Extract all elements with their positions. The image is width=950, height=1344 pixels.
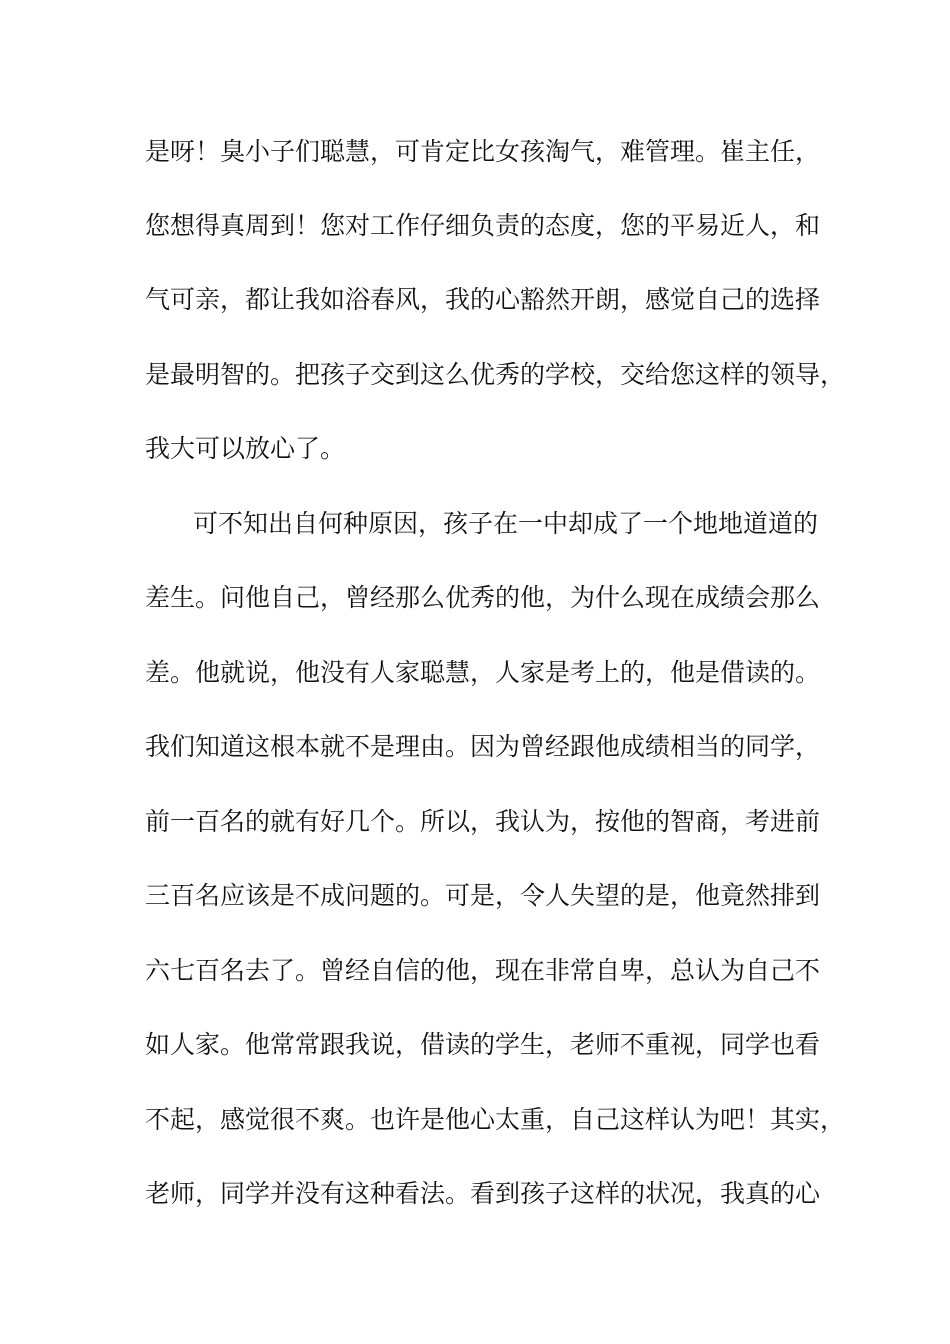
text-line: 我们知道这根本就不是理由。因为曾经跟他成绩相当的同学， <box>145 732 821 761</box>
text-line: 如人家。他常常跟我说，借读的学生，老师不重视，同学也看 <box>145 1030 821 1059</box>
text-line: 差。他就说，他没有人家聪慧，人家是考上的，他是借读的。 <box>145 658 821 687</box>
text-line: 三百名应该是不成问题的。可是，令人失望的是，他竟然排到 <box>145 881 821 910</box>
text-line: 我大可以放心了。 <box>145 434 346 463</box>
paragraph-first-line: 可不知出自何种原因，孩子在一中却成了一个地地道道的 <box>193 509 819 538</box>
text-line: 前一百名的就有好几个。所以，我认为，按他的智商，考进前 <box>145 807 821 836</box>
text-line: 是呀！臭小子们聪慧，可肯定比女孩淘气，难管理。崔主任， <box>145 137 821 166</box>
text-line: 不起，感觉很不爽。也许是他心太重，自己这样认为吧！其实， <box>145 1105 846 1134</box>
text-line: 气可亲，都让我如浴春风，我的心豁然开朗，感觉自己的选择 <box>145 285 821 314</box>
text-line: 是最明智的。把孩子交到这么优秀的学校，交给您这样的领导， <box>145 360 846 389</box>
text-line: 老师，同学并没有这种看法。看到孩子这样的状况，我真的心 <box>145 1179 821 1208</box>
text-line: 您想得真周到！您对工作仔细负责的态度，您的平易近人，和 <box>145 211 821 240</box>
text-line: 六七百名去了。曾经自信的他，现在非常自卑，总认为自己不 <box>145 956 821 985</box>
text-line: 差生。问他自己，曾经那么优秀的他，为什么现在成绩会那么 <box>145 583 821 612</box>
